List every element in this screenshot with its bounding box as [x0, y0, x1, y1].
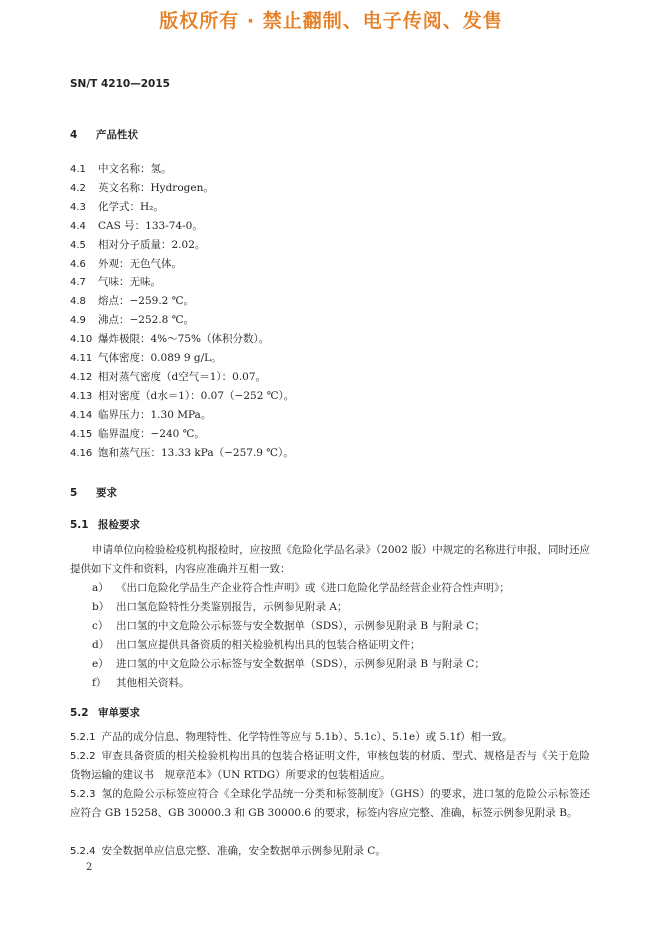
- list-text: 出口氢危险特性分类鉴别报告，示例参见附录 A；: [116, 601, 348, 613]
- section-number: 5.2: [70, 707, 89, 719]
- property-number: 4.7: [70, 277, 86, 289]
- list-marker: c）: [92, 620, 109, 632]
- property-number: 4.9: [70, 315, 86, 327]
- section-number: 5: [70, 487, 78, 499]
- property-number: 4.2: [70, 182, 86, 194]
- property-text: 爆炸极限：4%～75%（体积分数）。: [98, 333, 270, 346]
- clause-number: 5.2.4: [70, 846, 96, 857]
- clause-text: 审查具备资质的相关检验机构出具的包装合格证明文件，审核包装的材质、型式、规格是否与《关于危险货物运输的建议书 规章范本》（UN RTDG）所要求的包装相适应。: [70, 750, 590, 781]
- list-text: 出口氢应提供具备资质的相关检验机构出具的包装合格证明文件；: [116, 639, 421, 651]
- list-marker: e）: [92, 658, 109, 670]
- property-item: [70, 163, 172, 176]
- property-item: [70, 182, 214, 195]
- clause-5-2-3: [70, 785, 590, 823]
- property-number: 4.13: [70, 390, 93, 402]
- list-text: 进口氢的中文危险公示标签与安全数据单（SDS），示例参见附录 B 与附录 C；: [116, 658, 485, 670]
- list-text: 其他相关资料。: [116, 677, 190, 689]
- property-number: 4.12: [70, 371, 93, 383]
- property-number: 4.5: [70, 239, 86, 251]
- list-marker: b）: [92, 601, 110, 613]
- property-number: 4.3: [70, 201, 86, 213]
- section-4-heading: [70, 127, 138, 142]
- property-number: 4.8: [70, 296, 86, 308]
- property-item: [70, 447, 294, 460]
- property-number: 4.15: [70, 428, 93, 440]
- list-text: 出口氢的中文危险公示标签与安全数据单（SDS），示例参见附录 B 与附录 C；: [116, 620, 485, 632]
- list-marker: f）: [92, 677, 107, 689]
- property-number: 4.1: [70, 164, 86, 175]
- property-item: [70, 390, 294, 403]
- copyright-watermark: 版权所有 · 禁止翻制、电子传阅、发售: [159, 10, 503, 32]
- property-text: 相对分子质量：2.02。: [98, 238, 206, 251]
- property-text: 沸点：−252.8 ℃。: [98, 314, 194, 327]
- section-title: 报检要求: [98, 519, 140, 531]
- property-item: [70, 333, 269, 346]
- document-list-item: [92, 675, 190, 690]
- property-text: 气体密度：0.089 9 g/L。: [98, 352, 222, 364]
- clause-number: 5.2.1: [70, 732, 96, 743]
- property-text: CAS 号：133-74-0。: [98, 219, 203, 232]
- property-number: 4.14: [70, 409, 93, 421]
- section-number: 4: [70, 129, 78, 141]
- standard-code: SN/T 4210—2015: [70, 78, 170, 90]
- property-item: [70, 295, 194, 308]
- document-list-item: [92, 637, 421, 652]
- property-text: 化学式：H₂。: [98, 200, 164, 213]
- document-list-item: [92, 618, 485, 633]
- clause-number: 5.2.2: [70, 751, 96, 762]
- clause-5-2-1: [70, 728, 590, 747]
- clause-5-2-2: [70, 747, 590, 785]
- section-title: 要求: [96, 487, 117, 499]
- section-5-1-intro: 申请单位向检验检疫机构报检时，应按照《危险化学品名录》（2002 版）中规定的名称进行申报，同时还应提供如下文件和资料，内容应准确并互相一致：: [70, 544, 590, 575]
- clause-5-2-4: [70, 842, 590, 861]
- property-number: 4.6: [70, 258, 86, 270]
- property-text: 相对蒸气密度（d空气＝1）：0.07。: [98, 370, 267, 383]
- document-list-item: [92, 580, 510, 595]
- property-number: 4.11: [70, 353, 93, 364]
- document-list-item: [92, 656, 485, 671]
- property-item: [70, 220, 203, 233]
- clause-text: 安全数据单应信息完整、准确，安全数据单示例参见附录 C。: [101, 845, 386, 857]
- section-5-2-heading: [70, 705, 140, 720]
- property-item: [70, 428, 205, 441]
- section-5-1-heading: [70, 517, 140, 532]
- property-text: 中文名称：氢。: [98, 163, 172, 175]
- property-item: [70, 314, 194, 327]
- clause-text: 产品的成分信息、物理特性、化学特性等应与 5.1b）、5.1c）、5.1e）或 5.1f）相一致。: [101, 731, 513, 743]
- section-number: 5.1: [70, 519, 89, 531]
- property-item: [70, 352, 222, 365]
- property-text: 饱和蒸气压：13.33 kPa（−257.9 ℃）。: [98, 446, 294, 459]
- property-item: [70, 409, 211, 422]
- document-list-item: [92, 599, 347, 614]
- property-text: 气味：无味。: [98, 276, 161, 289]
- property-text: 英文名称：Hydrogen。: [98, 181, 214, 194]
- property-text: 相对密度（d水＝1）：0.07（−252 ℃）。: [98, 389, 295, 402]
- property-item: [70, 201, 164, 214]
- clause-number: 5.2.3: [70, 789, 96, 800]
- property-text: 外观：无色气体。: [98, 257, 182, 270]
- page-number: 2: [86, 862, 93, 873]
- property-text: 熔点：−259.2 ℃。: [98, 295, 194, 308]
- property-number: 4.10: [70, 334, 93, 346]
- list-text: 《出口危险化学品生产企业符合性声明》或《进口危险化学品经营企业符合性声明》；: [116, 582, 510, 594]
- section-title: 产品性状: [96, 129, 138, 141]
- section-5-heading: [70, 485, 117, 500]
- property-text: 临界压力：1.30 MPa。: [98, 408, 212, 421]
- property-number: 4.4: [70, 220, 86, 232]
- property-item: [70, 276, 161, 289]
- property-text: 临界温度：−240 ℃。: [98, 427, 205, 440]
- list-marker: d）: [92, 639, 110, 651]
- clause-text: 氢的危险公示标签应符合《全球化学品统一分类和标签制度》（GHS）的要求，进口氢的危险公示标签还应符合 GB 15258、GB 30000.3 和 GB 30000.6 的要求，标签内容应完整、准确，标签示例参见附录 B。: [70, 788, 590, 819]
- property-item: [70, 258, 182, 271]
- list-marker: a）: [92, 582, 109, 594]
- section-title: 审单要求: [98, 707, 140, 719]
- property-item: [70, 371, 266, 384]
- property-number: 4.16: [70, 447, 93, 459]
- property-item: [70, 239, 205, 252]
